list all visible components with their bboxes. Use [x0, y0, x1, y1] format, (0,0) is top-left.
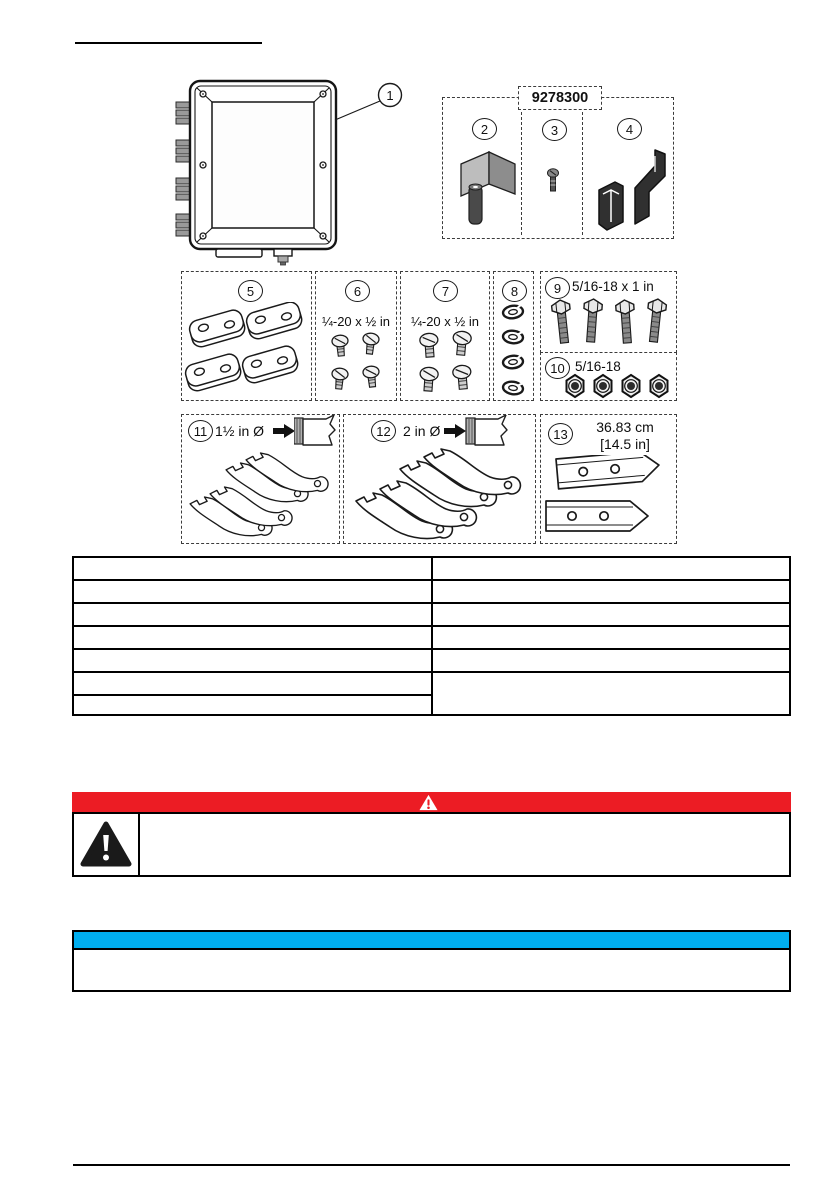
callout-12: 12 [371, 420, 396, 442]
item13-spec-cm: 36.83 cm [596, 419, 654, 435]
notice-text [72, 950, 791, 992]
table-row [73, 603, 790, 626]
callout-9: 9 [545, 277, 570, 299]
notice-header [72, 930, 791, 950]
warning-header [72, 792, 791, 812]
table-cell [432, 557, 791, 580]
item13-spec-in: [14.5 in] [600, 436, 650, 452]
warning-triangle-icon [419, 794, 438, 811]
mounting-rails-drawing [544, 455, 672, 541]
notice-section [72, 930, 791, 992]
warning-text [140, 814, 789, 875]
callout-5: 5 [238, 280, 263, 302]
callout-1: 1 [386, 88, 394, 103]
table-cell [432, 580, 791, 603]
washers-drawing [496, 302, 530, 398]
callout-3: 3 [542, 119, 567, 141]
item8-box [493, 271, 534, 401]
table-cell [73, 672, 432, 695]
callout-13: 13 [548, 423, 573, 445]
table-cell-merged [432, 672, 791, 715]
enclosure-drawing [168, 74, 418, 266]
callout-8: 8 [502, 280, 527, 302]
hazard-triangle-icon [80, 821, 132, 868]
table-cell [73, 649, 432, 672]
item10-box [540, 352, 677, 401]
item9-box [540, 271, 677, 353]
item12-box [343, 414, 536, 544]
table-cell [432, 649, 791, 672]
parts-figure [0, 0, 840, 556]
table-row [73, 626, 790, 649]
callout-6: 6 [345, 280, 370, 302]
item5-box [181, 271, 312, 401]
bracket-drawing [593, 148, 671, 236]
mounting-plates-drawing [184, 302, 308, 398]
item7-box [400, 271, 490, 401]
table-cell [432, 626, 791, 649]
hinge-drawing [457, 148, 525, 230]
callout-4: 4 [617, 118, 642, 140]
table-cell [73, 695, 432, 715]
callout-7: 7 [433, 280, 458, 302]
item7-spec: ¼-20 x ½ in [411, 314, 479, 329]
item6-spec: ¼-20 x ½ in [322, 314, 390, 329]
pipe-icon [465, 415, 509, 447]
parts-table [72, 556, 791, 716]
pipe-clamps-drawing [183, 451, 337, 541]
item13-box [540, 414, 677, 544]
item11-box [181, 414, 340, 544]
pan-screws-drawing [408, 330, 482, 396]
item11-spec: 1½ in Ø [215, 423, 265, 439]
item9-spec: 5/16-18 x 1 in [572, 279, 654, 294]
item12-spec: 2 in Ø [403, 423, 441, 439]
table-cell [73, 580, 432, 603]
hex-bolts-drawing [544, 298, 672, 350]
table-cell [432, 603, 791, 626]
table-cell [73, 626, 432, 649]
pipe-clamps-drawing [346, 447, 532, 541]
arrow-icon [444, 424, 466, 438]
footer-rule [73, 1164, 790, 1166]
callout-11: 11 [188, 420, 213, 442]
pipe-icon [294, 415, 336, 447]
callout-2: 2 [472, 118, 497, 140]
small-screw-drawing [546, 168, 560, 196]
warning-icon-cell [74, 814, 140, 875]
kit-part-number: 9278300 [518, 86, 602, 110]
warning-section [72, 792, 791, 877]
kit-box [442, 97, 674, 239]
item10-spec: 5/16-18 [575, 359, 621, 374]
item6-box [315, 271, 397, 401]
table-row [73, 557, 790, 580]
table-row [73, 649, 790, 672]
table-row [73, 672, 790, 695]
flat-screws-drawing [321, 332, 391, 396]
arrow-icon [273, 424, 295, 438]
table-cell [73, 557, 432, 580]
table-cell [73, 603, 432, 626]
hex-nuts-drawing [561, 373, 673, 399]
callout-10: 10 [545, 357, 570, 379]
warning-body [72, 812, 791, 877]
table-row [73, 580, 790, 603]
